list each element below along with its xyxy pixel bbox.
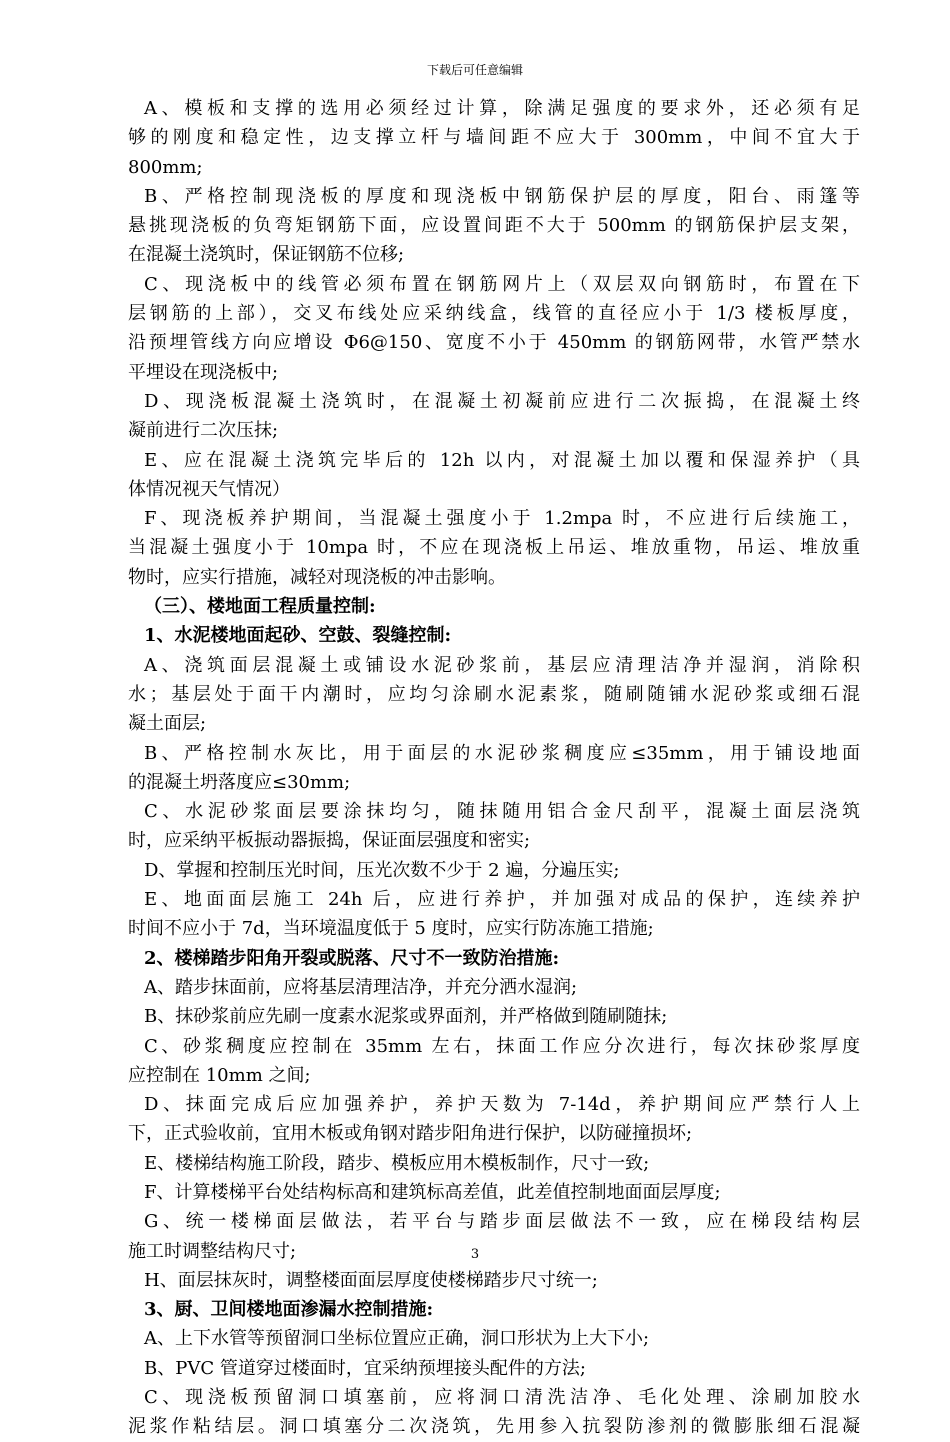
text-line: A、模板和支撑的选用必须经过计算，除满足强度的要求外，还必须有足 [144,98,860,119]
text-line: 悬挑现浇板的负弯矩钢筋下面，应设置间距不大于 500mm 的钢筋保护层支架， [128,215,860,237]
text-line: C、现浇板中的线管必须布置在钢筋网片上（双层双向钢筋时，布置在下 [144,273,860,295]
text-line: 物时，应实行措施，减轻对现浇板的冲击影响。 [128,566,506,588]
text-line: 下，正式验收前，宜用木板或角钢对踏步阳角进行保护，以防碰撞损坏; [128,1123,693,1145]
text-line: 时间不应小于 7d，当环境温度低于 5 度时，应实行防冻施工措施; [128,918,654,940]
text-line: A、踏步抹面前，应将基层清理洁净，并充分洒水湿润; [144,976,578,998]
section-heading: （三）、楼地面工程质量控制: [144,596,376,618]
text-line: A、上下水管等预留洞口坐标位置应正确，洞口形状为上大下小; [144,1328,650,1350]
text-line: E、地面面层施工 24h 后，应进行养护，并加强对成品的保护，连续养护 [144,889,860,911]
text-line: 时，应采纳平板振动器振捣，保证面层强度和密实; [128,830,531,852]
text-line: C、现浇板预留洞口填塞前，应将洞口清洗洁净、毛化处理、涂刷加胶水 [144,1387,860,1409]
text-line: E、楼梯结构施工阶段，踏步、模板应用木模板制作，尺寸一致; [144,1152,650,1174]
text-line: D、掌握和控制压光时间，压光次数不少于 2 遍，分遍压实; [144,859,620,881]
text-line: H、面层抹灰时，调整楼面面层厚度使楼梯踏步尺寸统一; [144,1269,598,1291]
subsection-heading: 3、厨、卫间楼地面渗漏水控制措施: [144,1299,434,1321]
text-line: 的混凝土坍落度应≤30mm; [128,771,351,793]
text-line: B、严格控制现浇板的厚度和现浇板中钢筋保护层的厚度，阳台、雨篷等 [144,185,860,207]
text-line: B、抹砂浆前应先刷一度素水泥浆或界面剂，并严格做到随刷随抹; [144,1006,668,1028]
text-line: 平埋设在现浇板中; [128,361,279,383]
text-line: C、水泥砂浆面层要涂抹均匀，随抹随用铝合金尺刮平，混凝土面层浇筑 [144,801,860,823]
text-line: 沿预埋管线方向应增设 Φ6@150、宽度不小于 450mm 的钢筋网带，水管严禁水 [128,332,860,354]
text-line: 够的刚度和稳定性，边支撑立杆与墙间距不应大于 300mm，中间不宜大于 [128,127,860,149]
subsection-heading: 1、水泥楼地面起砂、空鼓、裂缝控制: [144,625,452,647]
text-line: 施工时调整结构尺寸; [128,1240,297,1262]
page-header: 下载后可任意编辑 [426,63,523,77]
text-line: 凝前进行二次压抹; [128,420,279,442]
text-line: 800mm; [128,156,203,178]
text-line: F、计算楼梯平台处结构标高和建筑标高差值，此差值控制地面面层厚度; [144,1181,721,1203]
subsection-heading: 2、楼梯踏步阳角开裂或脱落、尺寸不一致防治措施: [144,947,560,969]
page-number: 3 [470,1247,480,1262]
text-line: E、应在混凝土浇筑完毕后的 12h 以内，对混凝土加以覆和保湿养护（具 [144,449,860,471]
text-line: G、统一楼梯面层做法，若平台与踏步面层做法不一致，应在梯段结构层 [144,1211,860,1233]
text-line: C、砂浆稠度应控制在 35mm 左右，抹面工作应分次进行，每次抹砂浆厚度 [144,1035,860,1057]
text-line: 当混凝土强度小于 10mpa 时，不应在现浇板上吊运、堆放重物，吊运、堆放重 [128,537,860,559]
document-body [128,94,860,1442]
text-line: B、PVC 管道穿过楼面时，宜采纳预埋接头配件的方法; [144,1357,586,1379]
text-line: 在混凝土浇筑时，保证钢筋不位移; [128,244,405,266]
text-line: 层钢筋的上部），交叉布线处应采纳线盒，线管的直径应小于 1/3 楼板厚度， [128,303,860,325]
text-line: D、抹面完成后应加强养护，养护天数为 7-14d，养护期间应严禁行人上 [144,1094,860,1116]
text-line: 凝土面层; [128,713,207,735]
text-line: D、现浇板混凝土浇筑时，在混凝土初凝前应进行二次振捣，在混凝土终 [144,390,860,412]
text-line: F、现浇板养护期间，当混凝土强度小于 1.2mpa 时，不应进行后续施工， [144,508,860,530]
text-line: 体情况视天气情况） [128,478,290,500]
text-line: B、严格控制水灰比，用于面层的水泥砂浆稠度应≤35mm，用于铺设地面 [144,742,860,764]
text-line: 泥浆作粘结层。洞口填塞分二次浇筑，先用参入抗裂防渗剂的微膨胀细石混凝 [128,1416,860,1438]
text-line: A、浇筑面层混凝土或铺设水泥砂浆前，基层应清理洁净并湿润，消除积 [144,654,860,676]
text-line: 水；基层处于面干内潮时，应均匀涂刷水泥素浆，随刷随铺水泥砂浆或细石混 [128,683,860,705]
text-line: 应控制在 10mm 之间; [128,1064,311,1086]
